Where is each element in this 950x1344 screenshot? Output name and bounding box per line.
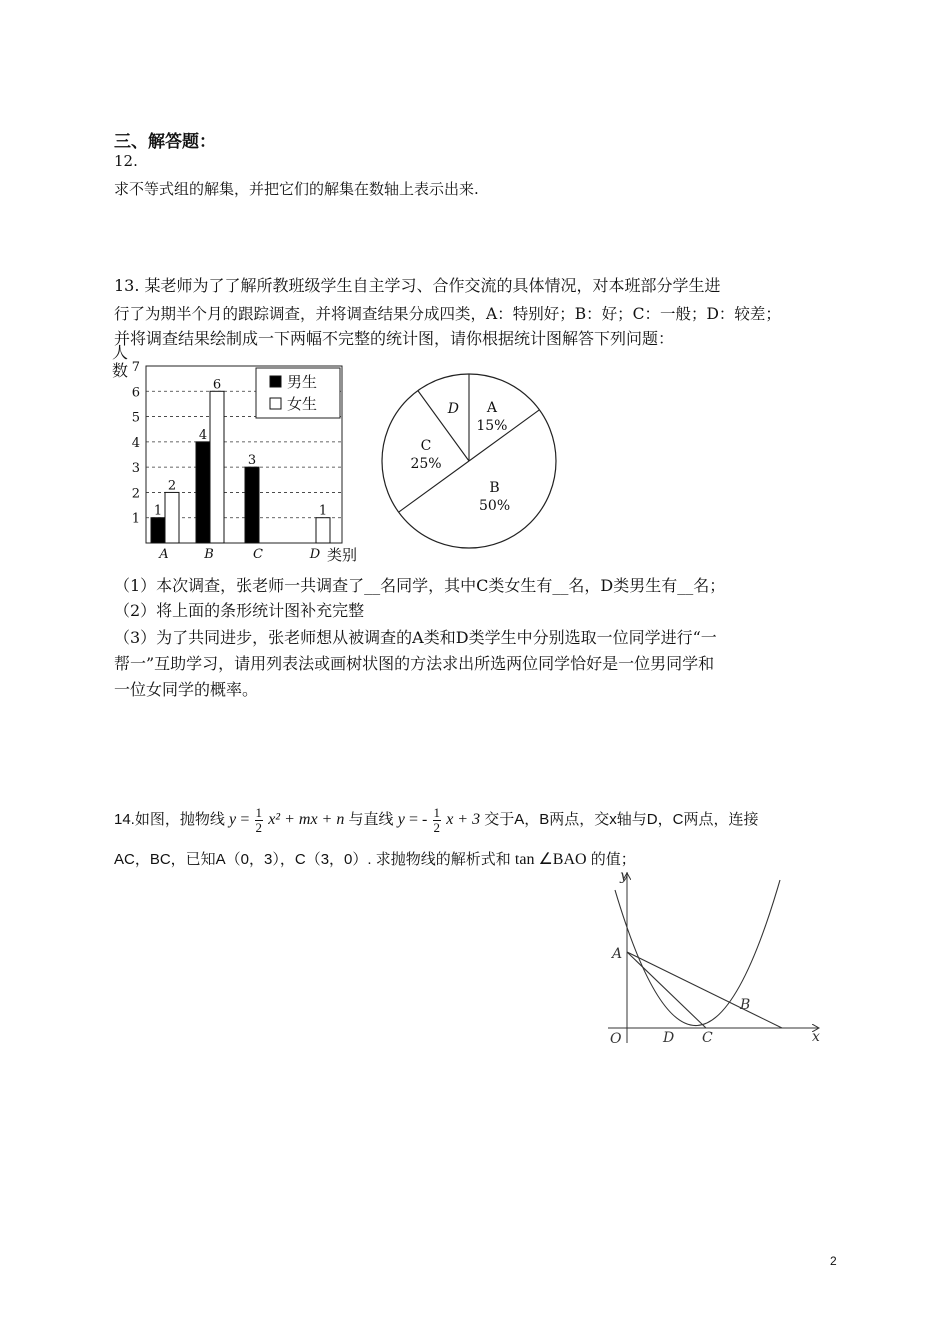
eq1-den: 2	[255, 819, 263, 835]
eq2-fraction	[433, 806, 442, 835]
pie-slice-value: 25%	[410, 456, 442, 473]
q12-text: 求不等式组的解集，并把它们的解集在数轴上表示出来.	[114, 180, 479, 198]
q13-sub3a: （3）为了共同进步，张老师想从被调查的A类和D类学生中分别选取一位同学进行“一	[114, 628, 717, 647]
q13-line1: 13. 某老师为了了解所教班级学生自主学习、合作交流的具体情况，对本班部分学生进	[114, 276, 721, 295]
q12-number: 12.	[114, 152, 138, 170]
x-tick-label: D	[309, 547, 321, 562]
eq2-eq: = -	[408, 811, 428, 828]
eq2-den: 2	[433, 819, 441, 835]
q14-line1	[114, 802, 758, 838]
label-a: A	[612, 946, 623, 962]
bar	[165, 492, 179, 543]
y-tick-label: 6	[131, 385, 140, 401]
y-tick-label: 3	[131, 461, 140, 477]
legend-swatch	[270, 398, 281, 409]
pie-chart	[378, 370, 560, 552]
q13-line2: 行了为期半个月的跟踪调查，并将调查结果分成四类，A：特别好；B：好；C：一般；D：较差；	[114, 305, 781, 323]
pie-slice-label: B	[489, 480, 500, 497]
tan-bao: tan ∠BAO	[514, 851, 587, 868]
y-tick-label: 5	[131, 410, 140, 426]
y-axis-label: 人	[112, 344, 129, 362]
pie-slice-label: D	[447, 401, 460, 418]
parabola-curve	[615, 880, 780, 1026]
q14-prefix: 14.如图，抛物线	[114, 811, 225, 828]
label-o: O	[610, 1031, 622, 1047]
q13-sub3c: 一位女同学的概率。	[114, 680, 259, 699]
bar	[151, 518, 165, 543]
pie-slice-value: 15%	[476, 418, 508, 435]
q14-suffix: 交于A，B两点，交x轴与D，C两点，连接	[484, 811, 759, 828]
q13-sub1: （1）本次调查，张老师一共调查了__名同学，其中C类女生有__名，D类男生有__名；	[114, 576, 726, 595]
bar-data-label: 1	[318, 503, 328, 519]
y-tick-label: 2	[131, 486, 140, 502]
label-c: C	[702, 1030, 713, 1046]
eq2-y: y	[397, 811, 405, 828]
legend-label: 女生	[287, 395, 318, 413]
line-ab	[627, 952, 782, 1028]
eq1-num: 1	[255, 804, 263, 820]
q14-line2	[114, 848, 636, 869]
y-tick-label: 7	[131, 360, 140, 375]
pie-slice-label: A	[486, 400, 497, 417]
x-tick-label: C	[253, 547, 263, 562]
x-tick-label: B	[204, 547, 214, 562]
bar-data-label: 6	[212, 377, 222, 393]
eq1-fraction	[255, 806, 264, 835]
pie-slice-value: 50%	[479, 498, 511, 515]
y-axis-label: 数	[112, 361, 129, 380]
q14-line2b: 的值；	[590, 851, 636, 868]
x-axis-label: 类别	[327, 546, 358, 564]
bar	[196, 442, 210, 543]
bar-chart	[110, 344, 370, 566]
page-number: 2	[830, 1254, 837, 1268]
eq1-y: y	[229, 811, 237, 828]
q13-line3: 并将调查结果绘制成一下两幅不完整的统计图，请你根据统计图解答下列问题：	[114, 329, 675, 348]
section-title: 三、解答题：	[114, 132, 216, 152]
label-y: y	[620, 868, 628, 884]
legend-swatch	[270, 376, 281, 387]
bar	[210, 391, 224, 543]
bar	[245, 467, 259, 543]
bar-data-label: 1	[153, 503, 163, 519]
eq1-rest: x² + mx + n	[268, 811, 345, 828]
eq1-eq: =	[240, 811, 250, 828]
q14-mid: 与直线	[348, 811, 394, 828]
q13-sub3b: 帮一”互助学习，请用列表法或画树状图的方法求出所选两位同学恰好是一位男同学和	[114, 654, 715, 673]
label-b: B	[740, 997, 751, 1013]
legend-label: 男生	[287, 373, 318, 391]
bar-data-label: 4	[198, 427, 208, 443]
y-tick-label: 4	[131, 435, 140, 451]
bar-data-label: 2	[167, 478, 177, 494]
pie-slice-label: C	[420, 438, 432, 455]
q14-line2a: AC，BC，已知A（0，3），C（3，0）. 求抛物线的解析式和	[114, 851, 511, 868]
bar	[316, 518, 330, 543]
label-x: x	[812, 1029, 820, 1045]
eq2-num: 1	[433, 804, 441, 820]
line-ac	[627, 952, 706, 1028]
eq2-rest: x + 3	[446, 811, 481, 828]
label-d: D	[663, 1030, 675, 1046]
parabola-figure	[600, 868, 830, 1050]
q13-sub2: （2）将上面的条形统计图补充完整	[114, 601, 365, 620]
bar-data-label: 3	[247, 453, 257, 469]
x-tick-label: A	[159, 547, 169, 562]
y-tick-label: 1	[131, 511, 140, 527]
